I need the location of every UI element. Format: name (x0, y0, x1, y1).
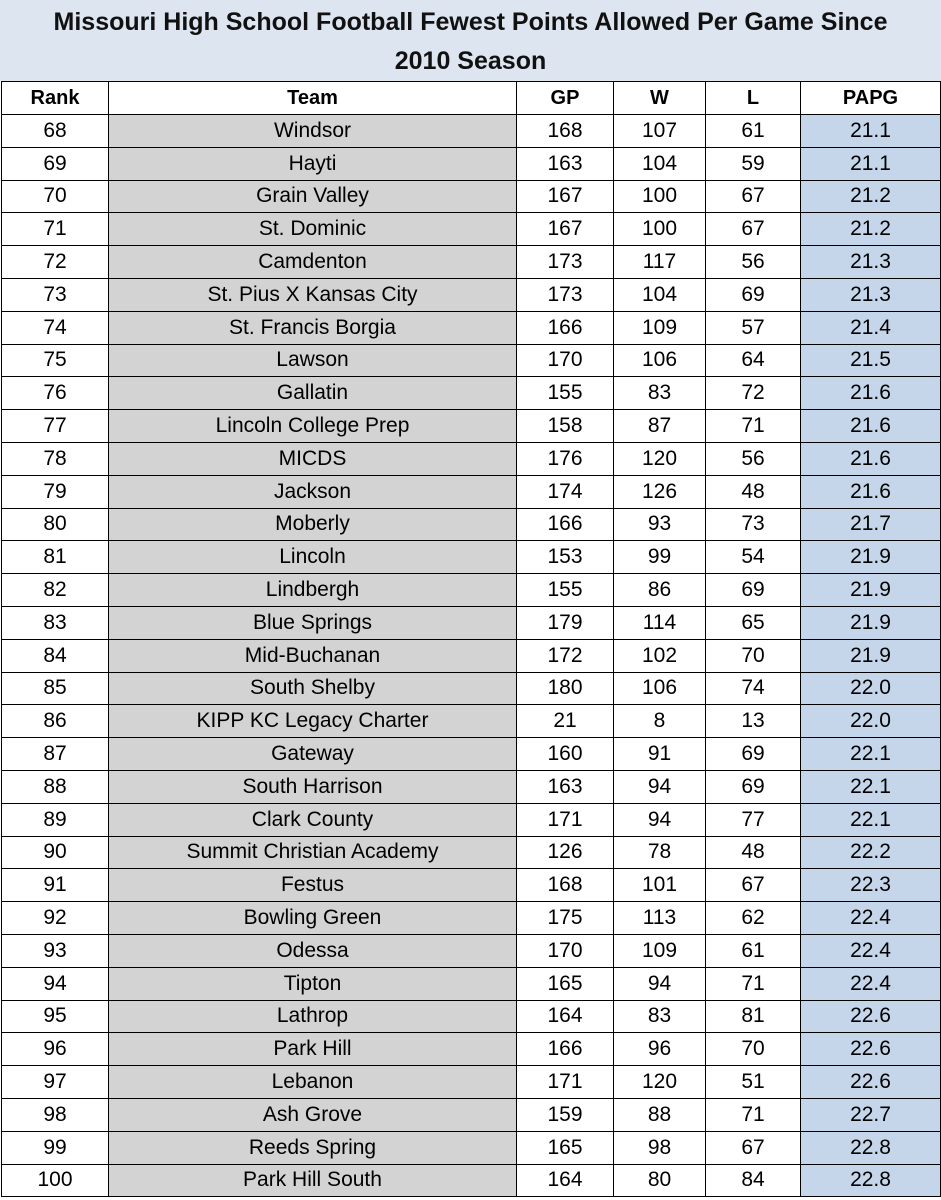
papg-cell: 21.1 (801, 115, 941, 148)
wins-cell: 106 (614, 672, 706, 705)
wins-cell: 98 (614, 1131, 706, 1164)
papg-cell: 21.9 (801, 541, 941, 574)
gp-cell: 170 (517, 934, 614, 967)
losses-cell: 48 (706, 836, 801, 869)
papg-cell: 22.1 (801, 770, 941, 803)
gp-cell: 167 (517, 180, 614, 213)
column-header-w: W (614, 82, 706, 115)
table-row (2, 1000, 941, 1033)
papg-cell: 22.1 (801, 803, 941, 836)
team-cell: South Harrison (109, 770, 517, 803)
table-row (2, 574, 941, 607)
losses-cell: 61 (706, 934, 801, 967)
wins-cell: 83 (614, 1000, 706, 1033)
gp-cell: 158 (517, 410, 614, 443)
losses-cell: 56 (706, 246, 801, 279)
rank-cell: 85 (2, 672, 109, 705)
losses-cell: 56 (706, 442, 801, 475)
table-row (2, 1033, 941, 1066)
papg-cell: 22.0 (801, 672, 941, 705)
losses-cell: 70 (706, 1033, 801, 1066)
losses-cell: 71 (706, 410, 801, 443)
table-body (2, 115, 941, 1197)
wins-cell: 100 (614, 213, 706, 246)
papg-cell: 21.6 (801, 377, 941, 410)
rank-cell: 76 (2, 377, 109, 410)
table-row (2, 934, 941, 967)
losses-cell: 62 (706, 902, 801, 935)
rank-cell: 77 (2, 410, 109, 443)
team-cell: Bowling Green (109, 902, 517, 935)
losses-cell: 54 (706, 541, 801, 574)
rank-cell: 71 (2, 213, 109, 246)
team-cell: Lathrop (109, 1000, 517, 1033)
table-row (2, 672, 941, 705)
losses-cell: 77 (706, 803, 801, 836)
team-cell: Park Hill (109, 1033, 517, 1066)
team-cell: Odessa (109, 934, 517, 967)
wins-cell: 109 (614, 934, 706, 967)
rank-cell: 97 (2, 1066, 109, 1099)
team-cell: Grain Valley (109, 180, 517, 213)
rank-cell: 92 (2, 902, 109, 935)
wins-cell: 80 (614, 1164, 706, 1197)
team-cell: St. Francis Borgia (109, 311, 517, 344)
losses-cell: 71 (706, 967, 801, 1000)
rank-cell: 95 (2, 1000, 109, 1033)
papg-cell: 22.7 (801, 1098, 941, 1131)
papg-cell: 21.3 (801, 246, 941, 279)
wins-cell: 93 (614, 508, 706, 541)
table-row (2, 278, 941, 311)
papg-cell: 21.6 (801, 410, 941, 443)
rank-cell: 89 (2, 803, 109, 836)
losses-cell: 74 (706, 672, 801, 705)
wins-cell: 109 (614, 311, 706, 344)
table-row (2, 869, 941, 902)
papg-cell: 22.6 (801, 1033, 941, 1066)
losses-cell: 67 (706, 180, 801, 213)
wins-cell: 8 (614, 705, 706, 738)
table-row (2, 246, 941, 279)
rank-cell: 93 (2, 934, 109, 967)
gp-cell: 155 (517, 574, 614, 607)
table-row (2, 442, 941, 475)
table-row (2, 639, 941, 672)
wins-cell: 86 (614, 574, 706, 607)
gp-cell: 175 (517, 902, 614, 935)
wins-cell: 106 (614, 344, 706, 377)
gp-cell: 165 (517, 1131, 614, 1164)
wins-cell: 91 (614, 738, 706, 771)
papg-cell: 22.6 (801, 1066, 941, 1099)
team-cell: Lebanon (109, 1066, 517, 1099)
rank-cell: 88 (2, 770, 109, 803)
rank-cell: 75 (2, 344, 109, 377)
team-cell: Lincoln College Prep (109, 410, 517, 443)
wins-cell: 94 (614, 803, 706, 836)
rank-cell: 96 (2, 1033, 109, 1066)
table-row (2, 410, 941, 443)
wins-cell: 113 (614, 902, 706, 935)
papg-cell: 21.9 (801, 574, 941, 607)
wins-cell: 107 (614, 115, 706, 148)
rank-cell: 91 (2, 869, 109, 902)
table-row (2, 1131, 941, 1164)
gp-cell: 126 (517, 836, 614, 869)
papg-cell: 22.4 (801, 902, 941, 935)
wins-cell: 120 (614, 1066, 706, 1099)
losses-cell: 71 (706, 1098, 801, 1131)
rank-cell: 78 (2, 442, 109, 475)
rank-cell: 98 (2, 1098, 109, 1131)
column-header-gp: GP (517, 82, 614, 115)
rank-cell: 80 (2, 508, 109, 541)
papg-cell: 21.7 (801, 508, 941, 541)
table-row (2, 738, 941, 771)
column-header-l: L (706, 82, 801, 115)
table-row (2, 311, 941, 344)
team-cell: MICDS (109, 442, 517, 475)
table-row (2, 508, 941, 541)
losses-cell: 67 (706, 213, 801, 246)
wins-cell: 104 (614, 278, 706, 311)
losses-cell: 84 (706, 1164, 801, 1197)
losses-cell: 64 (706, 344, 801, 377)
losses-cell: 67 (706, 869, 801, 902)
team-cell: Lawson (109, 344, 517, 377)
rank-cell: 100 (2, 1164, 109, 1197)
table-row (2, 115, 941, 148)
table-row (2, 967, 941, 1000)
gp-cell: 164 (517, 1164, 614, 1197)
wins-cell: 94 (614, 967, 706, 1000)
rank-cell: 82 (2, 574, 109, 607)
team-cell: Blue Springs (109, 606, 517, 639)
gp-cell: 166 (517, 311, 614, 344)
gp-cell: 180 (517, 672, 614, 705)
gp-cell: 173 (517, 246, 614, 279)
page-title: Missouri High School Football Fewest Points Allowed Per Game Since 2010 Season (53, 7, 888, 75)
papg-cell: 22.3 (801, 869, 941, 902)
team-cell: Camdenton (109, 246, 517, 279)
gp-cell: 171 (517, 1066, 614, 1099)
rank-cell: 81 (2, 541, 109, 574)
column-header-rank: Rank (2, 82, 109, 115)
wins-cell: 117 (614, 246, 706, 279)
gp-cell: 159 (517, 1098, 614, 1131)
losses-cell: 73 (706, 508, 801, 541)
rank-cell: 99 (2, 1131, 109, 1164)
table-row (2, 1066, 941, 1099)
wins-cell: 114 (614, 606, 706, 639)
wins-cell: 99 (614, 541, 706, 574)
table-row (2, 147, 941, 180)
table-row (2, 344, 941, 377)
gp-cell: 160 (517, 738, 614, 771)
losses-cell: 59 (706, 147, 801, 180)
gp-cell: 155 (517, 377, 614, 410)
rank-cell: 87 (2, 738, 109, 771)
table-row (2, 803, 941, 836)
team-cell: Gateway (109, 738, 517, 771)
gp-cell: 163 (517, 770, 614, 803)
team-cell: Gallatin (109, 377, 517, 410)
losses-cell: 13 (706, 705, 801, 738)
team-cell: St. Pius X Kansas City (109, 278, 517, 311)
team-cell: Park Hill South (109, 1164, 517, 1197)
papg-cell: 21.9 (801, 606, 941, 639)
losses-cell: 69 (706, 574, 801, 607)
team-cell: Mid-Buchanan (109, 639, 517, 672)
papg-cell: 21.5 (801, 344, 941, 377)
papg-cell: 21.2 (801, 213, 941, 246)
losses-cell: 70 (706, 639, 801, 672)
rank-cell: 86 (2, 705, 109, 738)
papg-cell: 22.2 (801, 836, 941, 869)
table-row (2, 1098, 941, 1131)
papg-cell: 21.2 (801, 180, 941, 213)
wins-cell: 87 (614, 410, 706, 443)
team-cell: Moberly (109, 508, 517, 541)
title-bar (0, 0, 941, 81)
gp-cell: 174 (517, 475, 614, 508)
table-row (2, 1164, 941, 1197)
rank-cell: 73 (2, 278, 109, 311)
rank-cell: 72 (2, 246, 109, 279)
rankings-table (1, 81, 941, 1197)
gp-cell: 172 (517, 639, 614, 672)
losses-cell: 69 (706, 738, 801, 771)
team-cell: Clark County (109, 803, 517, 836)
gp-cell: 170 (517, 344, 614, 377)
gp-cell: 164 (517, 1000, 614, 1033)
wins-cell: 120 (614, 442, 706, 475)
gp-cell: 171 (517, 803, 614, 836)
table-row (2, 770, 941, 803)
team-cell: Tipton (109, 967, 517, 1000)
wins-cell: 101 (614, 869, 706, 902)
rank-cell: 90 (2, 836, 109, 869)
rank-cell: 84 (2, 639, 109, 672)
team-cell: St. Dominic (109, 213, 517, 246)
gp-cell: 21 (517, 705, 614, 738)
losses-cell: 69 (706, 770, 801, 803)
gp-cell: 179 (517, 606, 614, 639)
gp-cell: 163 (517, 147, 614, 180)
papg-cell: 21.6 (801, 442, 941, 475)
table-row (2, 180, 941, 213)
gp-cell: 165 (517, 967, 614, 1000)
papg-cell: 21.1 (801, 147, 941, 180)
rank-cell: 70 (2, 180, 109, 213)
wins-cell: 104 (614, 147, 706, 180)
table-row (2, 705, 941, 738)
papg-cell: 22.8 (801, 1131, 941, 1164)
losses-cell: 81 (706, 1000, 801, 1033)
papg-cell: 21.3 (801, 278, 941, 311)
gp-cell: 167 (517, 213, 614, 246)
losses-cell: 48 (706, 475, 801, 508)
rank-cell: 83 (2, 606, 109, 639)
team-cell: Summit Christian Academy (109, 836, 517, 869)
papg-cell: 21.9 (801, 639, 941, 672)
wins-cell: 126 (614, 475, 706, 508)
gp-cell: 166 (517, 508, 614, 541)
gp-cell: 173 (517, 278, 614, 311)
column-header-team: Team (109, 82, 517, 115)
team-cell: Windsor (109, 115, 517, 148)
gp-cell: 153 (517, 541, 614, 574)
gp-cell: 168 (517, 869, 614, 902)
papg-cell: 22.1 (801, 738, 941, 771)
table-row (2, 902, 941, 935)
header-row (2, 82, 941, 115)
losses-cell: 65 (706, 606, 801, 639)
rank-cell: 68 (2, 115, 109, 148)
team-cell: Hayti (109, 147, 517, 180)
team-cell: Ash Grove (109, 1098, 517, 1131)
team-cell: Lindbergh (109, 574, 517, 607)
papg-cell: 22.4 (801, 934, 941, 967)
table-row (2, 475, 941, 508)
wins-cell: 83 (614, 377, 706, 410)
papg-cell: 22.6 (801, 1000, 941, 1033)
wins-cell: 96 (614, 1033, 706, 1066)
losses-cell: 51 (706, 1066, 801, 1099)
table-row (2, 541, 941, 574)
papg-cell: 21.6 (801, 475, 941, 508)
rank-cell: 79 (2, 475, 109, 508)
papg-cell: 22.4 (801, 967, 941, 1000)
losses-cell: 69 (706, 278, 801, 311)
table-row (2, 606, 941, 639)
table-row (2, 377, 941, 410)
team-cell: South Shelby (109, 672, 517, 705)
gp-cell: 166 (517, 1033, 614, 1066)
losses-cell: 67 (706, 1131, 801, 1164)
losses-cell: 57 (706, 311, 801, 344)
papg-cell: 22.0 (801, 705, 941, 738)
gp-cell: 168 (517, 115, 614, 148)
table-row (2, 213, 941, 246)
papg-cell: 22.8 (801, 1164, 941, 1197)
wins-cell: 102 (614, 639, 706, 672)
wins-cell: 100 (614, 180, 706, 213)
losses-cell: 61 (706, 115, 801, 148)
wins-cell: 88 (614, 1098, 706, 1131)
rank-cell: 94 (2, 967, 109, 1000)
team-cell: Jackson (109, 475, 517, 508)
table-row (2, 836, 941, 869)
gp-cell: 176 (517, 442, 614, 475)
wins-cell: 78 (614, 836, 706, 869)
rank-cell: 69 (2, 147, 109, 180)
column-header-papg: PAPG (801, 82, 941, 115)
team-cell: Reeds Spring (109, 1131, 517, 1164)
papg-cell: 21.4 (801, 311, 941, 344)
team-cell: Lincoln (109, 541, 517, 574)
team-cell: Festus (109, 869, 517, 902)
rank-cell: 74 (2, 311, 109, 344)
losses-cell: 72 (706, 377, 801, 410)
wins-cell: 94 (614, 770, 706, 803)
team-cell: KIPP KC Legacy Charter (109, 705, 517, 738)
